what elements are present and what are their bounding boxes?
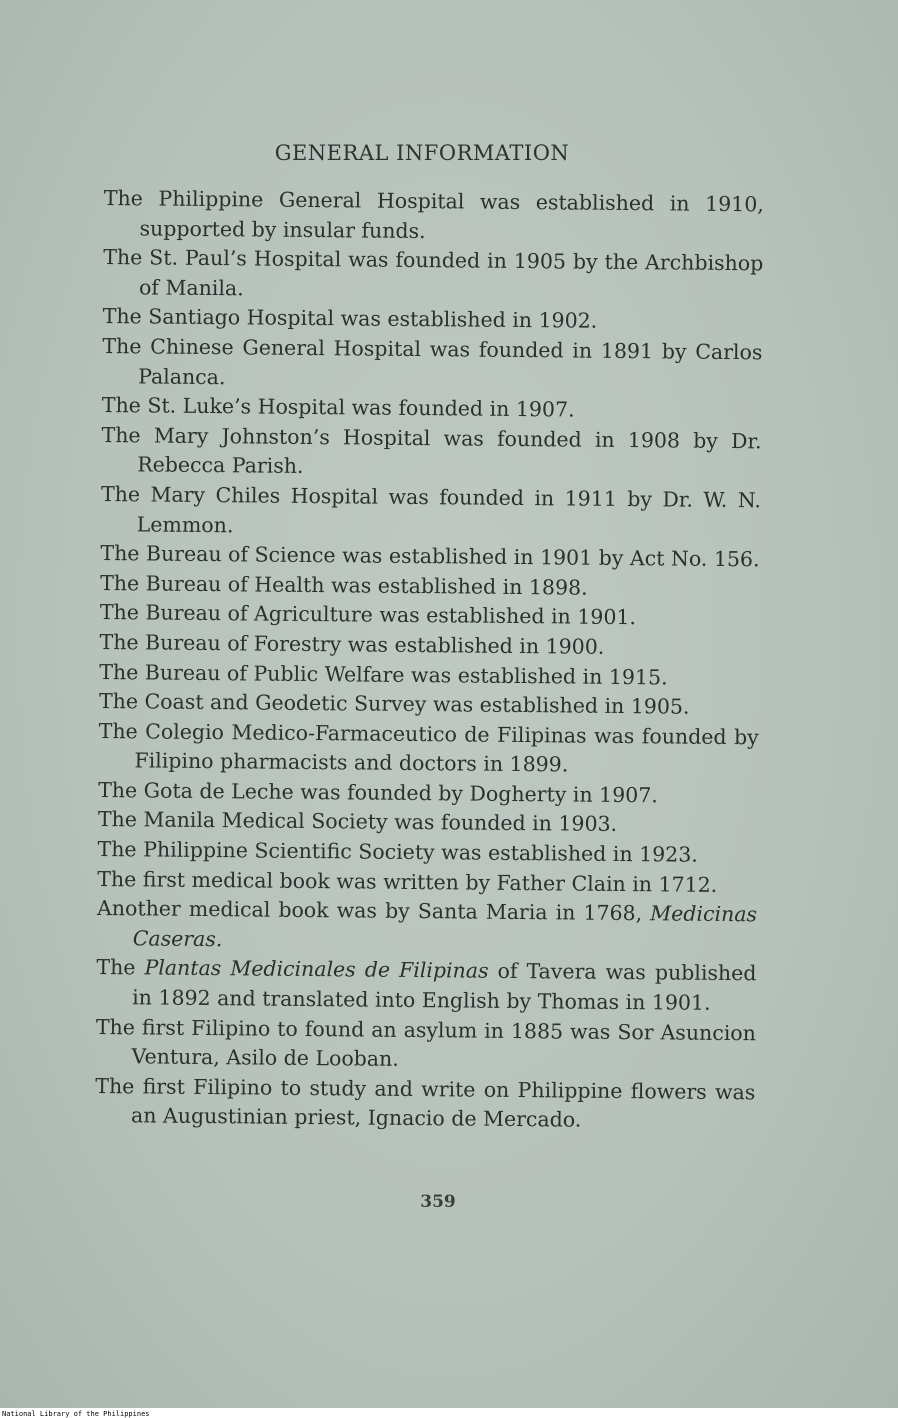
entry-text: The Philippine General Hospital was established in 1910, supported by insular funds.	[103, 185, 764, 243]
list-item	[95, 1013, 756, 1079]
library-credit: National Library of the Philippines	[2, 1410, 150, 1418]
list-item	[96, 953, 757, 1019]
page-title: GENERAL INFORMATION	[274, 141, 570, 165]
list-item	[101, 480, 762, 546]
entry-text: The Bureau of Public Welfare was established in 1915.	[99, 659, 668, 689]
entry-text: The Manila Medical Society was founded in 1903.	[97, 807, 618, 837]
italic-title: Plantas Medicinales de Filipinas	[144, 955, 489, 984]
entry-text: The St. Paul’s Hospital was founded in 1905 by the Archbishop of Manila.	[103, 245, 764, 301]
list-item	[97, 894, 758, 960]
list-item	[95, 1072, 756, 1138]
entry-text: The Mary Chiles Hospital was founded in 1911 by Dr. W. N. Lemmon.	[100, 481, 762, 537]
entry-text: The Santiago Hospital was established in 1902.	[102, 304, 598, 334]
entry-list	[95, 184, 764, 1137]
entry-text: The Bureau of Health was established in 1898.	[100, 570, 588, 600]
list-item	[98, 717, 759, 783]
entry-text: The Philippine Scientific Society was established in 1923.	[97, 837, 698, 867]
entry-text: The first Filipino to study and write on Philippine flowers was an Augustinian priest, Ignacio de Mercado.	[95, 1073, 756, 1133]
entry-text: The Bureau of Science was established in 1901 by Act No. 156.	[100, 541, 760, 572]
entry-text: The St. Luke’s Hospital was founded in 1907.	[101, 393, 575, 422]
entry-text: The Coast and Geodetic Survey was established in 1905.	[98, 689, 690, 719]
entry-text: The Mary Johnston’s Hospital was founded in 1908 by Dr. Rebecca Parish.	[101, 422, 762, 479]
list-item	[102, 332, 763, 398]
entry-text: The Gota de Leche was founded by Dogherty in 1907.	[98, 777, 658, 808]
entry-text: The	[96, 955, 145, 980]
page-number: 359	[420, 1192, 456, 1212]
list-item	[103, 184, 764, 250]
entry-text: Another medical book was by Santa Maria in 1768,	[96, 896, 651, 926]
entry-text: The Chinese General Hospital was founded in 1891 by Carlos Palanca.	[102, 333, 763, 389]
entry-text: of Tavera was published in 1892 and translated into English by Thomas in 1901.	[132, 959, 757, 1015]
entry-text: The first medical book was written by Father Clain in 1712.	[97, 866, 718, 897]
entry-text: The Bureau of Agriculture was established in 1901.	[99, 600, 637, 630]
list-item	[103, 243, 764, 309]
italic-title: Medicinas Caseras.	[132, 901, 758, 952]
entry-text: The Bureau of Forestry was established in 1900.	[99, 629, 605, 659]
list-item	[101, 421, 762, 487]
entry-text: The Colegio Medico-Farmaceutico de Filipinas was founded by Filipino pharmacists and doctors in 1899.	[98, 718, 759, 777]
entry-text: The first Filipino to found an asylum in 1885 was Sor Asuncion Ventura, Asilo de Looban.	[95, 1014, 756, 1072]
